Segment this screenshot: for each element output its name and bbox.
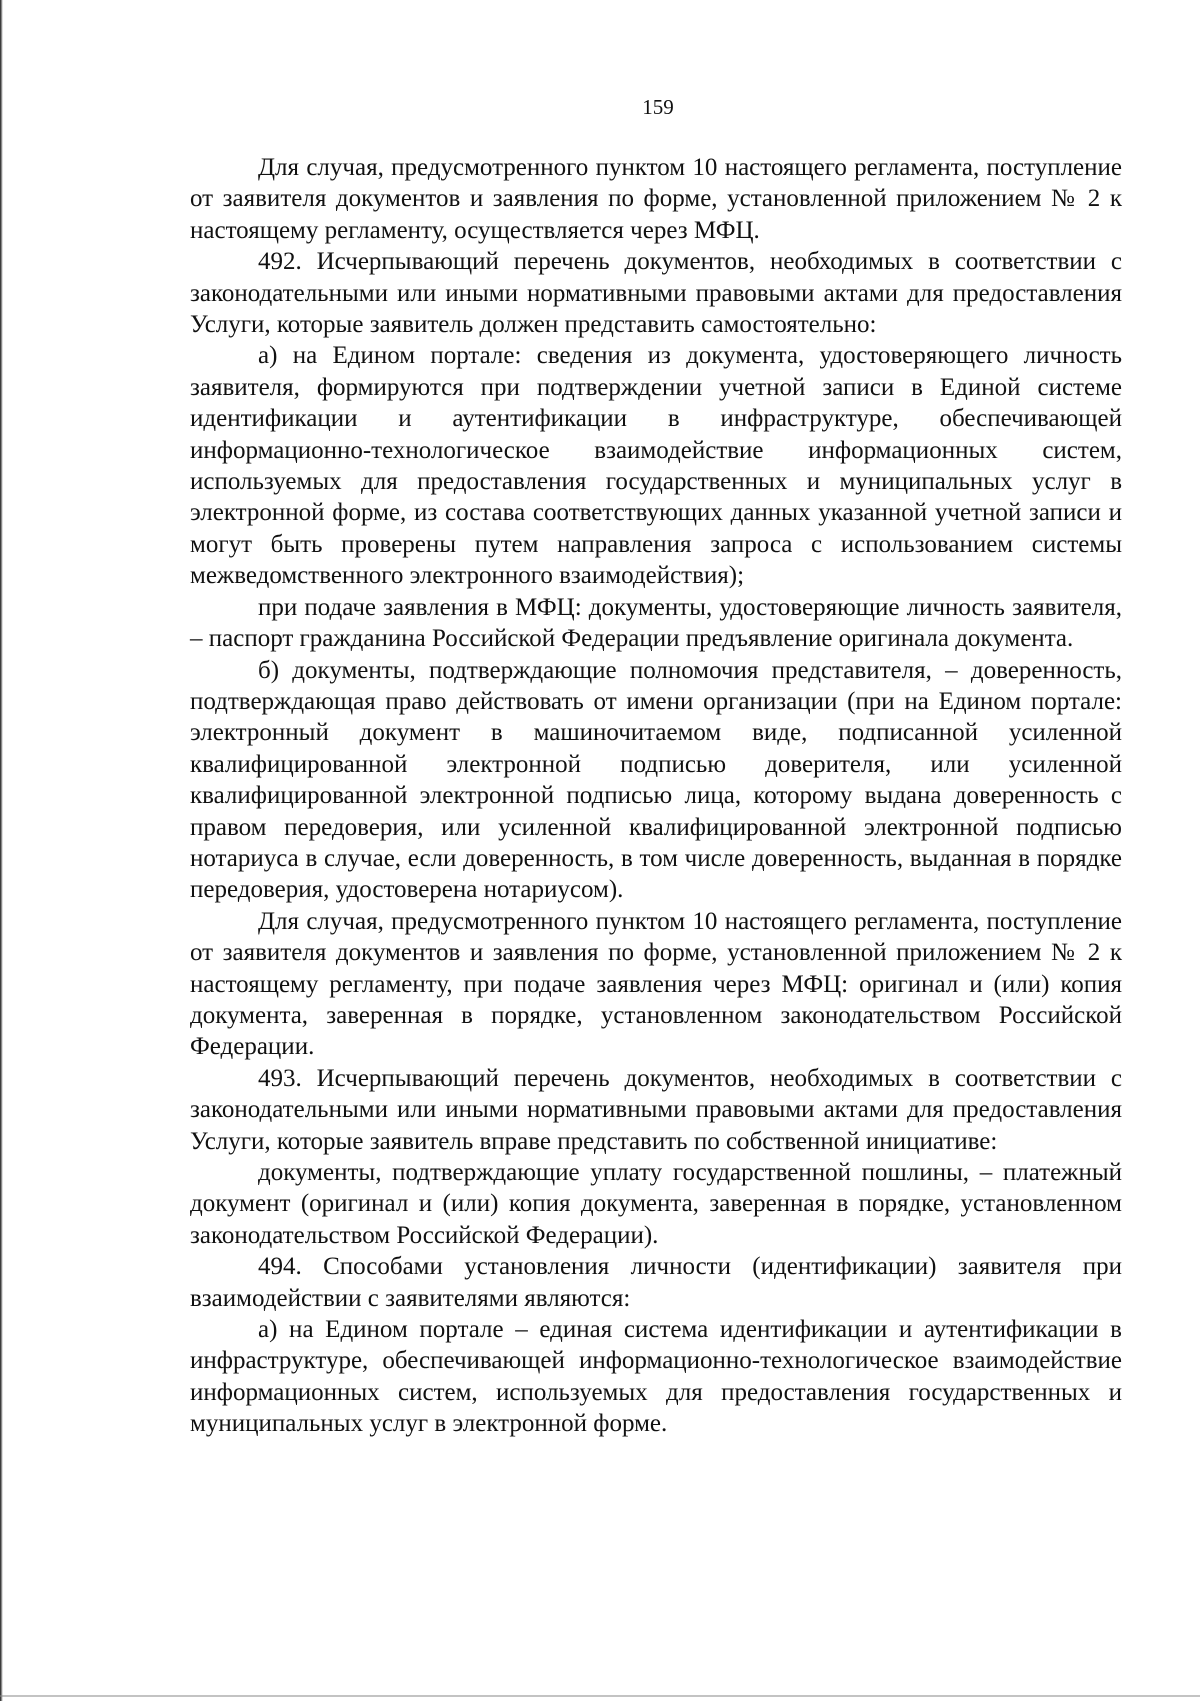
scan-edge-left	[0, 0, 3, 1701]
paragraph-492-a-portal: а) на Едином портале: сведения из документа, удостоверяющего личность заявителя, формируются при подтверждении учетной записи в Единой системе идентификации и аутентификации в инфраструктуре, обеспечивающей информационно-технологическое взаимодействие информационных систем, используемых для предоставления государственных и муниципальных услуг в электронной форме, из состава соответствующих данных указанной учетной записи и могут быть проверены путем направления запроса с использованием системы межведомственного электронного взаимодействия);	[190, 342, 1122, 590]
paragraph-492-mfc: при подаче заявления в МФЦ: документы, удостоверяющие личность заявителя, – паспорт гражданина Российской Федерации предъявление оригинала документа.	[190, 593, 1122, 653]
scan-edge-bottom	[0, 1695, 1200, 1697]
paragraph-494: 494. Способами установления личности (идентификации) заявителя при взаимодействии с заявителями являются:	[190, 1253, 1122, 1312]
paragraph-493-fee-documents: документы, подтверждающие уплату государственной пошлины, – платежный документ (оригинал и (или) копия документа, заверенная в порядке, установленном законодательством Российской Федерации).	[190, 1159, 1122, 1249]
paragraph-492: 492. Исчерпывающий перечень документов, необходимых в соответствии с законодательными или иными нормативными правовыми актами для предоставления Услуги, которые заявитель должен представить самостоятельно:	[190, 248, 1122, 339]
paragraph-mfc-submission: Для случая, предусмотренного пунктом 10 настоящего регламента, поступление от заявителя документов и заявления по форме, установленной приложением № 2 к настоящему регламенту, осуществляется через МФЦ.	[190, 154, 1122, 244]
paragraph-mfc-submission-original: Для случая, предусмотренного пунктом 10 настоящего регламента, поступление от заявителя документов и заявления по форме, установленной приложением № 2 к настоящему регламенту, при подаче заявления через МФЦ: оригинал и (или) копия документа, заверенная в порядке, установленном законодательством Российской Федерации.	[190, 907, 1122, 1061]
page-number: 159	[642, 95, 674, 119]
paragraph-494-a-portal: а) на Едином портале – единая система идентификации и аутентификации в инфраструктуре, обеспечивающей информационно-технологическое взаимодействие информационных систем, используемых для предоставления государственных и муниципальных услуг в электронной форме.	[190, 1316, 1122, 1438]
paragraph-493: 493. Исчерпывающий перечень документов, необходимых в соответствии с законодательными или иными нормативными правовыми актами для предоставления Услуги, которые заявитель вправе представить по собственной инициативе:	[190, 1064, 1122, 1155]
document-body	[190, 152, 1122, 1440]
paragraph-492-b-representative: б) документы, подтверждающие полномочия представителя, – доверенность, подтверждающая право действовать от имени организации (при на Едином портале: электронный документ в машиночитаемом виде, подписанной усиленной квалифицированной электронной подписью доверителя, или усиленной квалифицированной электронной подписью лица, которому выдана доверенность с правом передоверия, или усиленной квалифицированной электронной подписью нотариуса в случае, если доверенность, в том числе доверенность, выданная в порядке передоверия, удостоверена нотариусом).	[190, 656, 1122, 904]
